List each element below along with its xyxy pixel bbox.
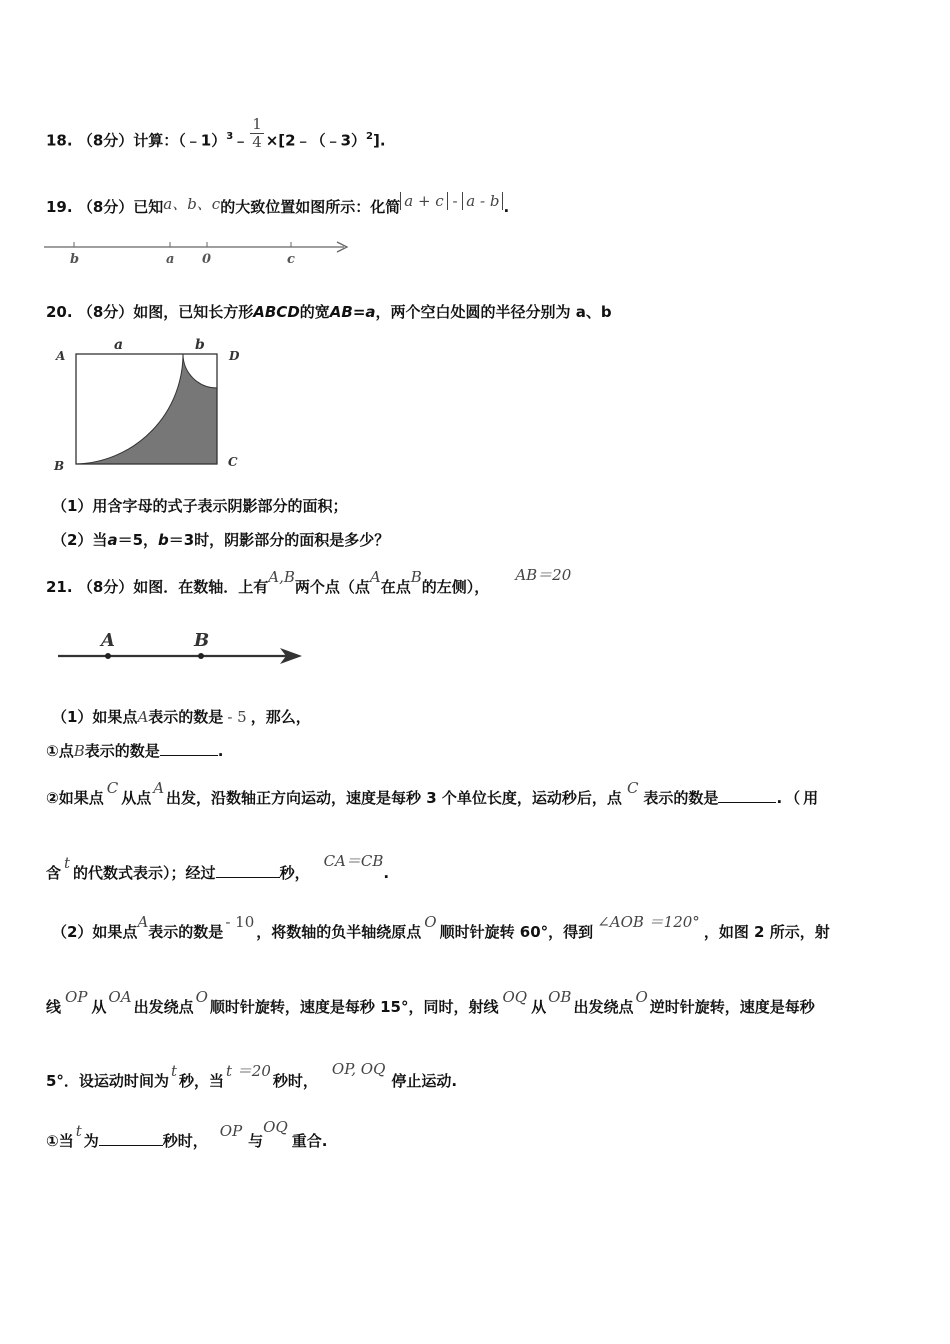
q20-sub2-var-a: a (107, 531, 118, 549)
q21-line (46, 566, 572, 597)
q21-rays-O2: O (635, 988, 648, 1006)
q21-rays-f: 出发绕点 (573, 998, 634, 1016)
q21-c2-A: A (153, 779, 165, 797)
q20-label-C: C (228, 455, 238, 469)
q21-last-c: 秒时， (162, 1132, 208, 1150)
q21-c1-a: ①点 (46, 742, 74, 760)
q19-label-c: c (287, 252, 295, 267)
q21-last-OP: OP (219, 1122, 243, 1140)
q20-text2: 的宽 (299, 303, 330, 321)
q21-sub1 (52, 706, 311, 727)
q19-label-b: b (70, 252, 80, 267)
q19-abs1: a + c (400, 192, 447, 210)
q18-part3: ]. (373, 131, 386, 150)
q21-ab-vars: A,B (268, 568, 295, 586)
q21-final (46, 1060, 458, 1091)
q20-rect-name: ABCD (253, 303, 300, 321)
q21-point-B (198, 653, 204, 659)
q21-number: 21. (46, 578, 73, 596)
q20-sub2-text-b: ＝5， (117, 531, 158, 549)
q19-label-a: a (166, 252, 175, 267)
q21-rays-OP: OP (65, 988, 88, 1006)
q20-label-D: D (229, 349, 240, 363)
q21-c2-c: 出发，沿数轴正方向运动，速度是每秒 3 个单位长度，运动秒后，点 (166, 789, 622, 807)
q19-text2: 的大致位置如图所示：化简 (220, 198, 401, 216)
q21-final-b: 秒，当 (178, 1072, 224, 1090)
q21-c2-C: C (106, 779, 119, 797)
q20-text3: ，两个空白处圆的半径分别为 a、b (375, 303, 612, 321)
q19-label-0: 0 (202, 252, 212, 267)
q18-frac-num: 1 (252, 115, 262, 133)
q21-sub1-b: 表示的数是 (148, 708, 224, 726)
q19-abs2: a - b (462, 192, 503, 210)
q20-label-a: a (114, 337, 124, 353)
q21-rays-OA: OA (108, 988, 132, 1006)
q21-c2-a: ②如果点 (46, 789, 104, 807)
q20-points: （8分） (77, 303, 134, 321)
q21-c3-eq: CA＝CB (323, 852, 384, 870)
q18-frac-den: 4 (252, 132, 262, 151)
q21-rays-e: 从 (531, 998, 547, 1016)
q21-rays-g: 逆时针旋转，速度是每秒 (649, 998, 815, 1016)
q21-sub1-val: - 5 (227, 708, 247, 726)
q20-figure (52, 337, 252, 473)
q20-label-B: B (54, 459, 65, 473)
q21-final-t: t (170, 1062, 177, 1080)
q21-c1-B: B (73, 742, 85, 760)
q21-rays-a: 线 (46, 998, 62, 1016)
q20-sub2 (52, 529, 389, 550)
q21-sub2-b: 表示的数是 (148, 923, 224, 941)
q20-sub1 (52, 495, 347, 516)
q21-rays-d: 顺时针旋转，速度是每秒 15°，同时，射线 (209, 998, 499, 1016)
q21-last (46, 1118, 328, 1151)
q21-rays-OQ: OQ (502, 988, 528, 1006)
q21-last-e: 重合. (291, 1132, 328, 1150)
q21-c3 (46, 852, 390, 883)
q19-mid: - (447, 192, 463, 210)
q21-text3: 在点 (380, 578, 411, 596)
q21-c2-e: .（用 (776, 789, 822, 807)
q21-sub2-d: 顺时针旋转 60°，得到 (439, 923, 594, 941)
q19-number: 19. (46, 198, 73, 216)
q21-c2-d: 表示的数是 (643, 789, 719, 807)
q21-last-a: ①当 (46, 1132, 74, 1150)
q21-c1-blank[interactable] (160, 741, 218, 756)
q21-sub2-e: ，如图 2 所示，射 (703, 923, 830, 941)
q19-line (46, 192, 510, 217)
q18-part1: （﹣1） (178, 131, 227, 150)
q21-last-OQ: OQ (263, 1118, 288, 1136)
q19-points: （8分） (77, 198, 134, 216)
q21-c2 (46, 779, 822, 808)
q20-ab: AB=a (329, 303, 376, 321)
q21-sub2 (52, 913, 830, 942)
q21-c1 (46, 740, 223, 761)
q21-point-A (105, 653, 111, 659)
q18-exponent-3: 3 (226, 130, 234, 142)
q21-rays-c: 出发绕点 (133, 998, 194, 1016)
q21-fig-label-A: A (101, 630, 115, 651)
q18-number: 18. (46, 131, 73, 150)
q21-text1: 如图．在数轴．上有 (133, 578, 269, 596)
q21-sub2-angle: ∠AOB ＝120° (597, 913, 700, 931)
q21-var-A: A (369, 568, 381, 586)
q21-number-line (58, 630, 318, 670)
q21-last-d: 与 (248, 1132, 264, 1150)
q20-sub1-text: （1）用含字母的式子表示阴影部分的面积； (52, 497, 348, 515)
q18-verb: 计算： (133, 131, 179, 150)
q21-last-b: 为 (83, 1132, 99, 1150)
q21-final-c: 秒时， (272, 1072, 318, 1090)
q21-sub2-A: A (137, 913, 149, 931)
q18-minus: ﹣ (233, 131, 249, 150)
q21-c2-C2: C (626, 779, 639, 797)
q21-points: （8分） (77, 578, 134, 596)
q20-sub2-text-a: （2）当 (52, 531, 108, 549)
q19-text3: . (503, 198, 510, 216)
q20-sub2-text-c: ＝3时，阴影部分的面积是多少？ (168, 531, 390, 549)
q18-part2: ×[2﹣（﹣3） (265, 131, 367, 150)
q21-final-d: 停止运动. (391, 1072, 458, 1090)
q21-c3-blank[interactable] (216, 863, 280, 878)
q21-final-a: 5°．设运动时间为 (46, 1072, 169, 1090)
q21-c3-c: 秒， (279, 864, 310, 882)
q21-c1-b: 表示的数是 (84, 742, 160, 760)
q21-last-t: t (75, 1122, 82, 1140)
q21-text2: 两个点（点 (294, 578, 370, 596)
q21-c3-b: 的代数式表示）；经过 (73, 864, 216, 882)
q20-line (46, 301, 612, 322)
q21-c2-b: 从点 (121, 789, 152, 807)
q21-c2-blank[interactable] (718, 788, 776, 803)
q21-rays (46, 988, 815, 1017)
q20-label-A: A (56, 349, 66, 363)
q21-sub2-c: ，将数轴的负半轴绕原点 (256, 923, 422, 941)
q20-number: 20. (46, 303, 73, 321)
q21-var-B: B (410, 568, 422, 586)
q21-rays-OB: OB (548, 988, 572, 1006)
q18-exponent-2: 2 (366, 130, 374, 142)
q21-sub1-A: A (137, 708, 149, 726)
q21-last-blank[interactable] (99, 1131, 163, 1146)
q20-sub2-var-b: b (158, 531, 169, 549)
q21-c1-c: . (217, 742, 224, 760)
q20-shaded-region (76, 354, 217, 464)
q18-line (46, 115, 386, 158)
q20-text: 如图，已知长方形 (133, 303, 254, 321)
q20-label-b: b (195, 337, 205, 353)
q21-c3-d: . (383, 864, 390, 882)
q19-vars: a、b、c (163, 195, 221, 213)
q21-sub1-a: （1）如果点 (52, 708, 138, 726)
q21-sub2-O: O (424, 913, 437, 931)
q18-fraction (250, 116, 264, 150)
q21-c3-t: t (64, 854, 71, 872)
q21-c3-a: 含 (46, 864, 62, 882)
q21-sub1-c: ，那么， (250, 708, 311, 726)
q19-text1: 已知 (133, 198, 164, 216)
q21-sub2-val: - 10 (225, 913, 255, 931)
q21-fig-label-B: B (194, 630, 210, 651)
q21-rays-O: O (195, 988, 208, 1006)
q21-eq: AB＝20 (515, 566, 572, 584)
q21-final-OPOQ: OP, OQ (331, 1060, 386, 1078)
q19-number-line (44, 236, 364, 266)
q21-final-eq: t ＝20 (226, 1062, 271, 1080)
q21-sub2-a: （2）如果点 (52, 923, 138, 941)
q21-rays-b: 从 (91, 998, 107, 1016)
q18-points: （8分） (77, 131, 134, 150)
q21-text4: 的左侧）， (421, 578, 490, 596)
